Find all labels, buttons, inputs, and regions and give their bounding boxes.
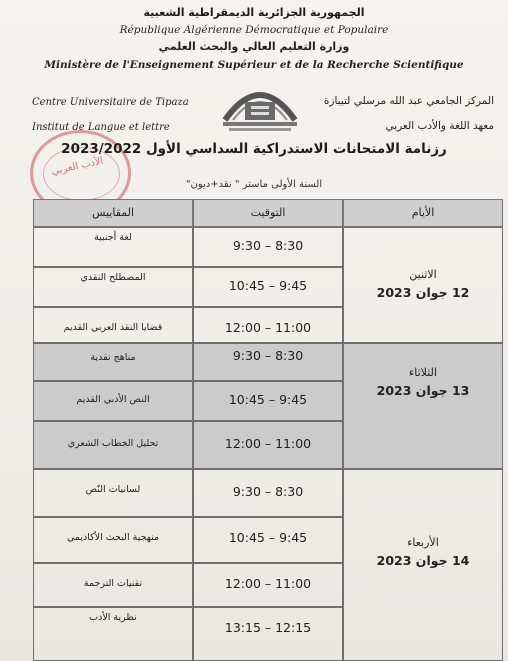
day-cell-wednesday: الأربعاء 14 جوان 2023 <box>343 469 503 661</box>
day-cell-monday: الاثنين 12 جوان 2023 <box>343 227 503 343</box>
table-row: النص الأدبي القديم <box>33 381 193 421</box>
table-cell-time: 12:00 – 11:00 <box>193 307 343 343</box>
column-header-time: التوقيت <box>193 199 343 227</box>
day-cell-tuesday: الثلاثاء 13 جوان 2023 <box>343 343 503 469</box>
table-row: قضايا النقد العربي القديم <box>33 307 193 343</box>
table-cell-time: 10:45 – 9:45 <box>193 381 343 421</box>
table-cell-time: 12:00 – 11:00 <box>193 421 343 469</box>
exam-schedule-table <box>33 199 503 661</box>
column-header-subject: المقاييس <box>33 199 193 227</box>
table-row: نظرية الأدب <box>33 607 193 661</box>
page-subtitle: السنة الأولى ماستر " نقد+ديون" <box>185 179 323 190</box>
table-row: منهجية البحث الأكاديمي <box>33 517 193 563</box>
table-cell-time: 9:30 – 8:30 <box>193 227 343 267</box>
table-cell-time: 9:30 – 8:30 <box>193 343 343 381</box>
institute-ar: معهد اللغة والأدب العربي <box>385 120 494 132</box>
center-ar: المركز الجامعي عبد الله مرسلي لتيبازة <box>323 95 494 107</box>
republic-ar: الجمهورية الجزائرية الديمقراطية الشعبية <box>143 6 365 19</box>
table-row: تحليل الخطاب الشعري <box>33 421 193 469</box>
table-cell-time: 13:15 – 12:15 <box>193 607 343 661</box>
table-cell-time: 10:45 – 9:45 <box>193 517 343 563</box>
university-logo <box>215 80 305 135</box>
table-row: لسانيات النّص <box>33 469 193 517</box>
ministry-ar: وزارة التعليم العالي والبحث العلمي <box>158 40 350 53</box>
table-cell-time: 9:30 – 8:30 <box>193 469 343 517</box>
table-row: المصطلح النقدي <box>33 267 193 307</box>
table-row: مناهج نقدية <box>33 343 193 381</box>
page-title: رزنامة الامتحانات الاستدراكية السداسي الأول 2023/2022 <box>61 141 447 157</box>
republic-fr: République Algérienne Démocratique et Populaire <box>119 24 389 36</box>
center-fr: Centre Universitaire de Tipaza <box>32 97 189 108</box>
column-header-days: الأيام <box>343 199 503 227</box>
table-row: تقنيات الترجمة <box>33 563 193 607</box>
institute-fr: Institut de Langue et lettre <box>32 122 170 133</box>
table-cell-time: 12:00 – 11:00 <box>193 563 343 607</box>
ministry-fr: Ministère de l'Enseignement Supérieur et de la Recherche Scientifique <box>44 59 464 71</box>
table-cell-time: 10:45 – 9:45 <box>193 267 343 307</box>
table-row: لغة أجنبية <box>33 227 193 267</box>
official-stamp: الأدب العربي <box>30 130 131 216</box>
